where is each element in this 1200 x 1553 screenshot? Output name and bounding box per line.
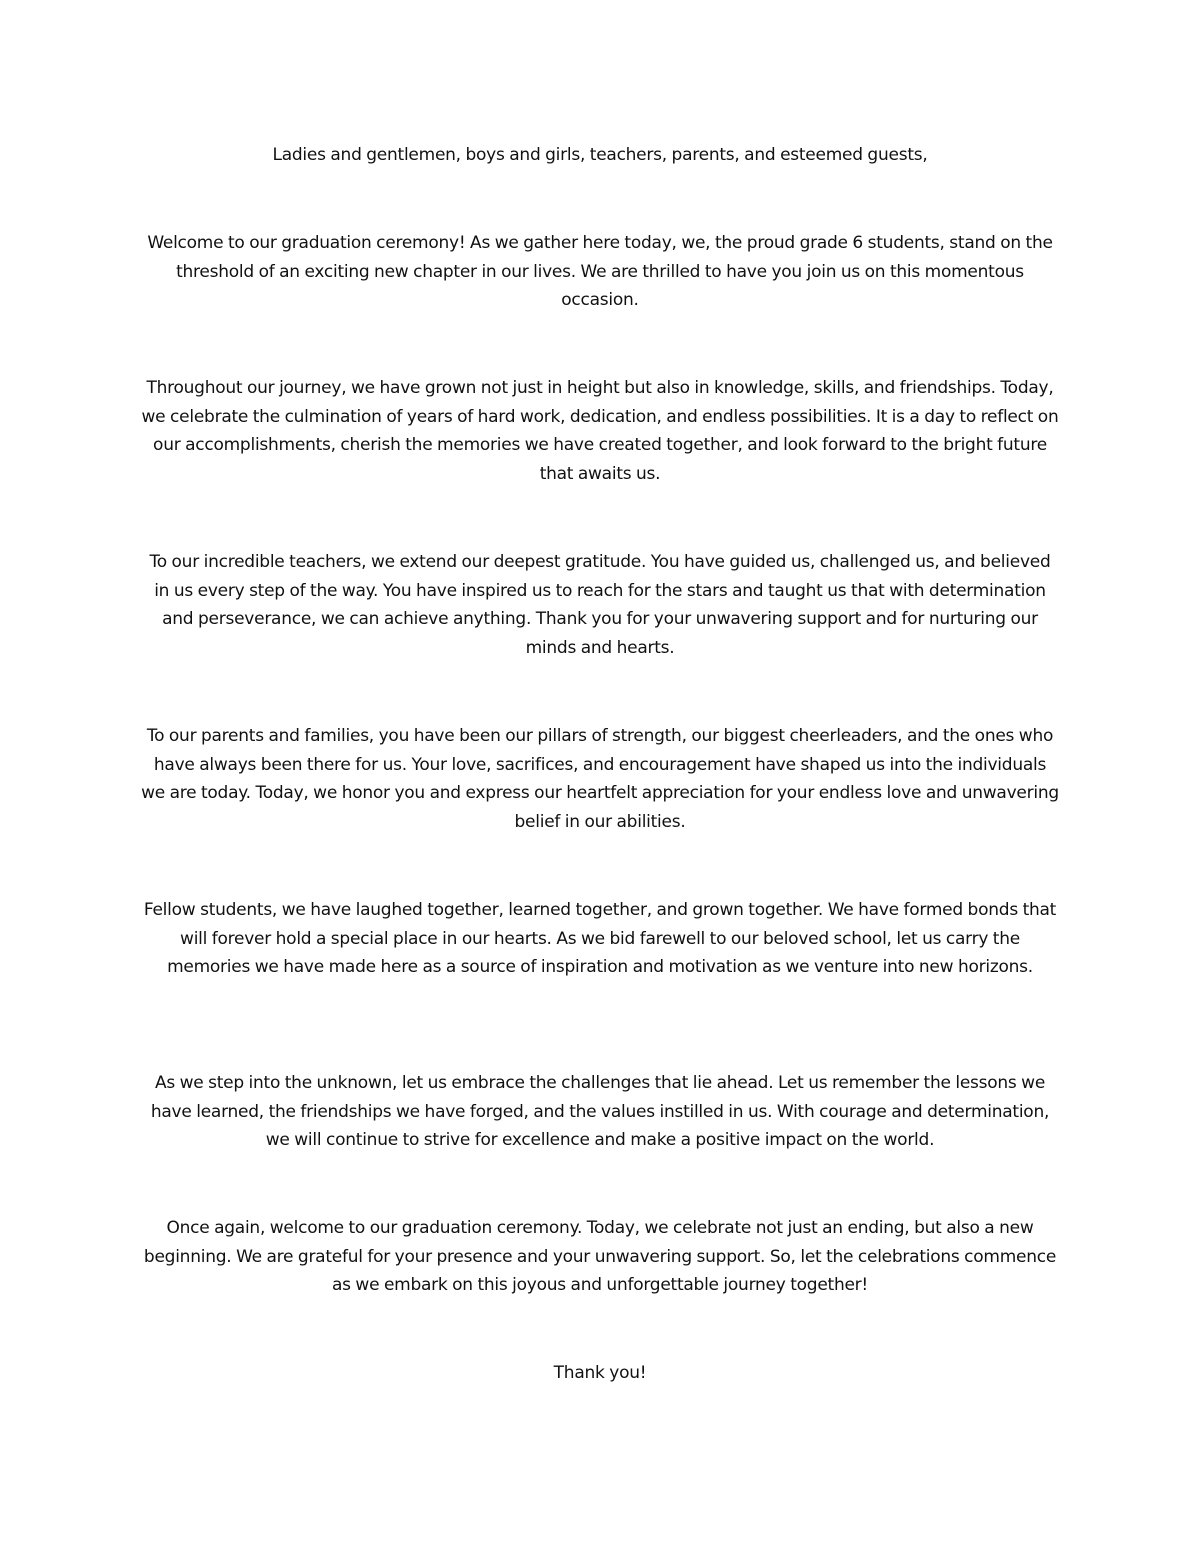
future-paragraph: As we step into the unknown, let us embrace the challenges that lie ahead. Let us remember the lessons we have learned, the friendships we have forged, and the values instilled in us. With courage and determination, we will continue to strive for excellence and make a positive impact on the world. xyxy=(150,1073,1050,1150)
parents-paragraph: To our parents and families, you have been our pillars of strength, our biggest cheerleaders, and the ones who have always been there for us. Your love, sacrifices, and encouragement have shaped us into the individuals we are today. Today, we honor you and express our heartfelt appreciation for your endless love and unwavering belief in our abilities. xyxy=(141,726,1059,832)
journey-paragraph: Throughout our journey, we have grown not just in height but also in knowledge, skills, and friendships. Today, we celebrate the culmination of years of hard work, dedication, and endless possibilities. It is a day to reflect on our accomplishments, cherish the memories we have created together, and look forward to the bright future that awaits us. xyxy=(141,378,1059,484)
teachers-paragraph: To our incredible teachers, we extend our deepest gratitude. You have guided us, challenged us, and believed in us every step of the way. You have inspired us to reach for the stars and taught us that with determination and perseverance, we can achieve anything. Thank you for your unwavering support and for nurturing our minds and hearts. xyxy=(149,552,1051,658)
students-paragraph: Fellow students, we have laughed together, learned together, and grown together. We have formed bonds that will forever hold a special place in our hearts. As we bid farewell to our beloved school, let us carry the memories we have made here as a source of inspiration and motivation as we venture into new horizons. xyxy=(143,900,1057,977)
thank-you-line: Thank you! xyxy=(553,1363,647,1383)
salutation-paragraph: Ladies and gentlemen, boys and girls, teachers, parents, and esteemed guests, xyxy=(272,145,928,165)
welcome-paragraph: Welcome to our graduation ceremony! As we gather here today, we, the proud grade 6 students, stand on the threshold of an exciting new chapter in our lives. We are thrilled to have you join us on this momentous occasion. xyxy=(147,233,1053,310)
closing-paragraph: Once again, welcome to our graduation ceremony. Today, we celebrate not just an ending, but also a new beginning. We are grateful for your presence and your unwavering support. So, let the celebrations commence as we embark on this joyous and unforgettable journey together! xyxy=(143,1218,1057,1295)
